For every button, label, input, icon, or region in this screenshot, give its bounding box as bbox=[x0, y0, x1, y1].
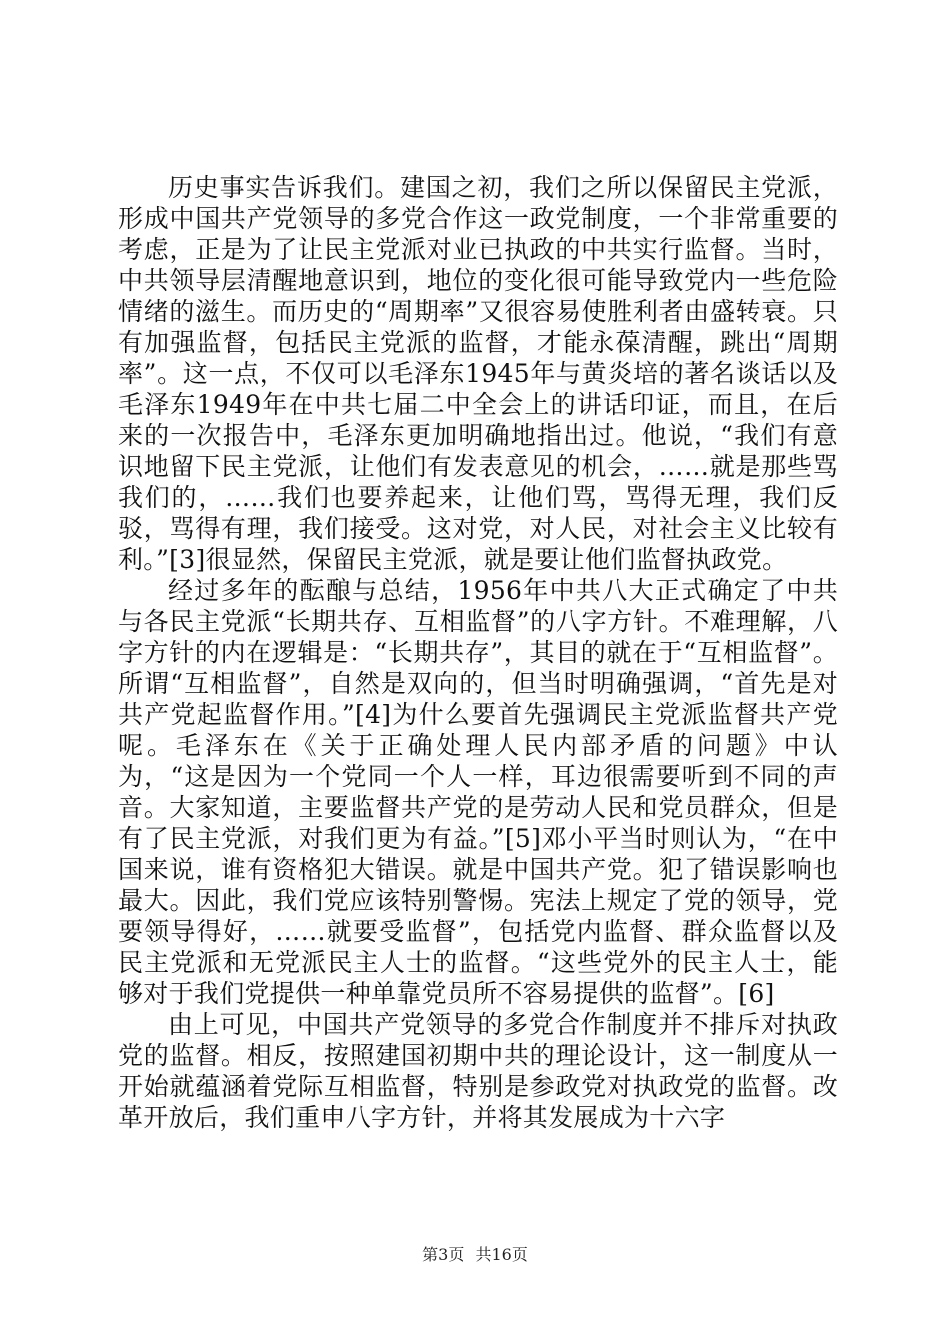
page-total: 共16页 bbox=[475, 1245, 528, 1264]
paragraph-1: 历史事实告诉我们。建国之初，我们之所以保留民主党派，形成中国共产党领导的多党合作这一政党制度，一个非常重要的考虑，正是为了让民主党派对业已执政的中共实行监督。当时，中共领导层清醒地意识到，地位的变化很可能导致党内一些危险情绪的滋生。而历史的“周期率”又很容易使胜利者由盛转衰。只有加强监督，包括民主党派的监督，才能永葆清醒，跳出“周期率”。这一点，不仅可以毛泽东1945年与黄炎培的著名谈话以及毛泽东1949年在中共七届二中全会上的讲话印证，而且，在后来的一次报告中，毛泽东更加明确地指出过。他说，“我们有意识地留下民主党派，让他们有发表意见的机会，……就是那些骂我们的，……我们也要养起来，让他们骂，骂得无理，我们反驳，骂得有理，我们接受。这对党，对人民，对社会主义比较有利。”[3]很显然，保留民主党派，就是要让他们监督执政党。 bbox=[118, 173, 838, 574]
page-footer bbox=[0, 1245, 950, 1265]
paragraph-3: 由上可见，中国共产党领导的多党合作制度并不排斥对执政党的监督。相反，按照建国初期中共的理论设计，这一制度从一开始就蕴涵着党际互相监督，特别是参政党对执政党的监督。改革开放后，我们重申八字方针，并将其发展成为十六字 bbox=[118, 1010, 838, 1132]
page-number: 第3页 bbox=[422, 1245, 465, 1264]
paragraph-2: 经过多年的酝酿与总结，1956年中共八大正式确定了中共与各民主党派“长期共存、互相监督”的八字方针。不难理解，八字方针的内在逻辑是：“长期共存”，其目的就在于“互相监督”。所谓“互相监督”，自然是双向的，但当时明确强调，“首先是对共产党起监督作用。”[4]为什么要首先强调民主党派监督共产党呢。毛泽东在《关于正确处理人民内部矛盾的问题》中认为，“这是因为一个党同一个人一样，耳边很需要听到不同的声音。大家知道，主要监督共产党的是劳动人民和党员群众，但是有了民主党派，对我们更为有益。”[5]邓小平当时则认为，“在中国来说，谁有资格犯大错误。就是中国共产党。犯了错误影响也最大。因此，我们党应该特别警惕。宪法上规定了党的领导，党要领导得好，……就要受监督”，包括党内监督、群众监督以及民主党派和无党派民主人士的监督。“这些党外的民主人士，能够对于我们党提供一种单靠党员所不容易提供的监督”。[6] bbox=[118, 576, 839, 1008]
document-body bbox=[118, 172, 838, 1133]
